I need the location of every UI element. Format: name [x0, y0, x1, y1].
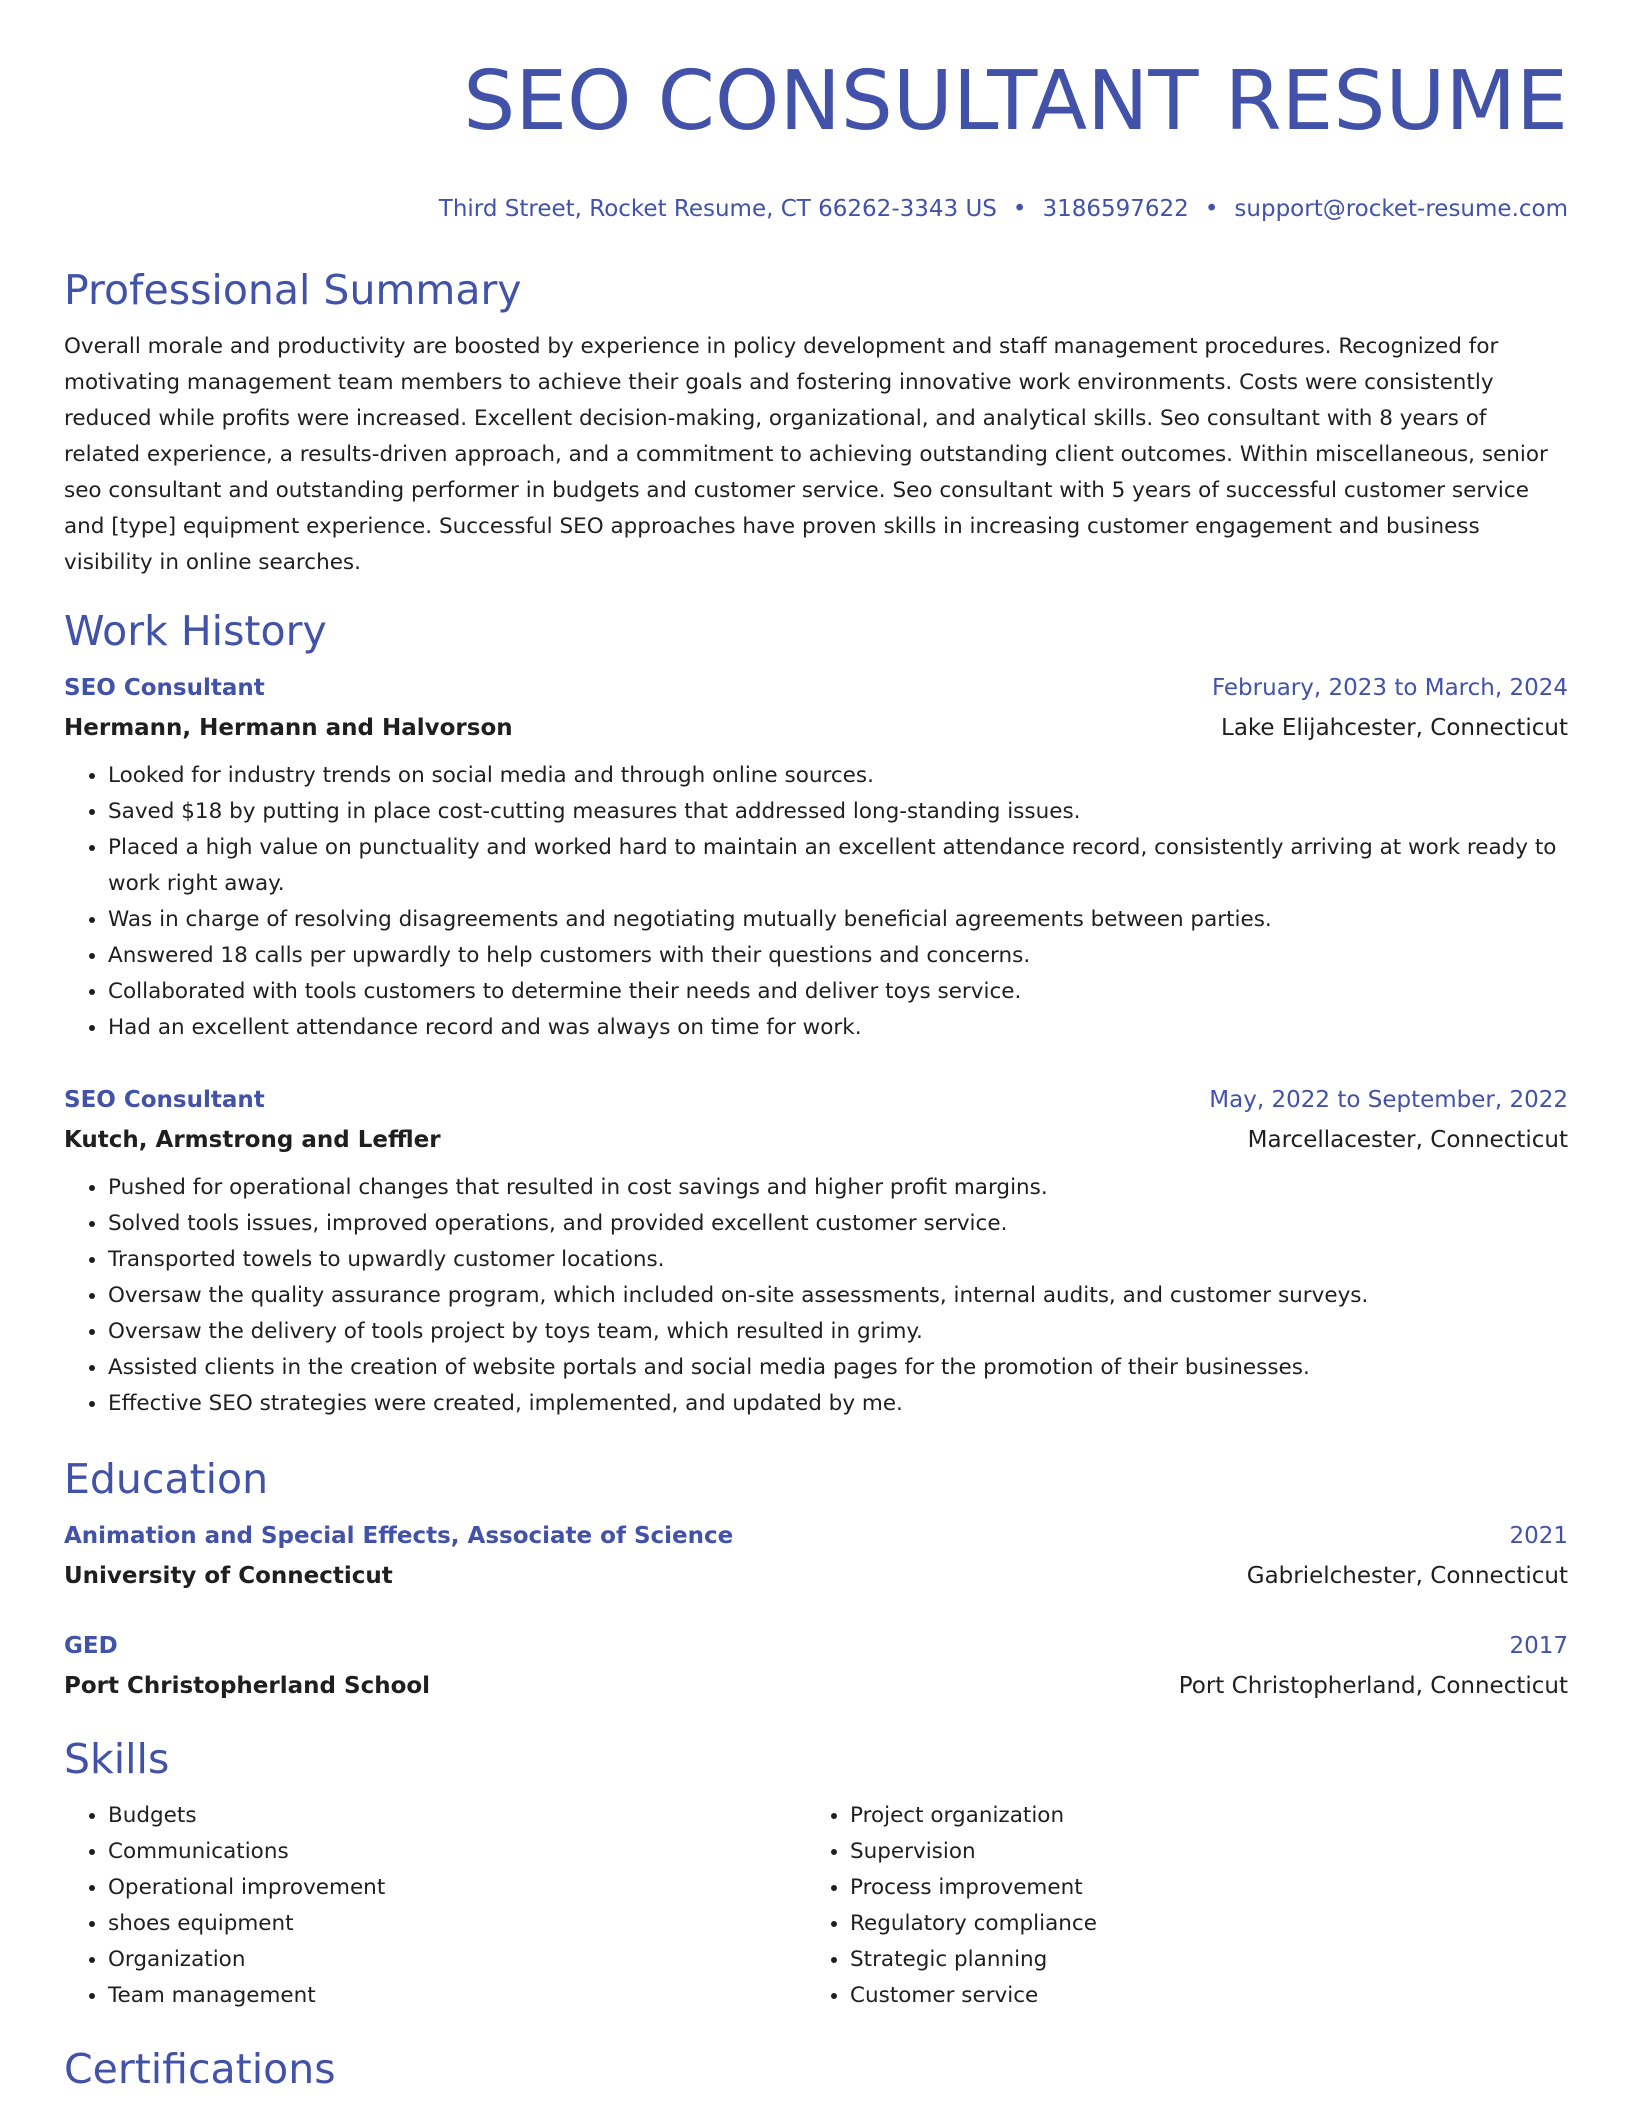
- contact-phone: 3186597622: [1042, 196, 1189, 222]
- job-role: SEO Consultant: [64, 675, 265, 701]
- education-location: Port Christopherland, Connecticut: [1178, 1673, 1568, 1699]
- job-bullet: • Solved tools issues, improved operations, and provided excellent customer service.: [108, 1206, 1568, 1242]
- skill-item: • Project organization: [850, 1798, 1548, 1834]
- job-bullet: • Placed a high value on punctuality and worked hard to maintain an excellent attendance record, consistently arriving at work ready to work right away.: [108, 830, 1568, 902]
- job-bullet: • Assisted clients in the creation of website portals and social media pages for the promotion of their businesses.: [108, 1350, 1568, 1386]
- skill-item: • Process improvement: [850, 1870, 1548, 1906]
- job-entry: [64, 670, 1568, 1046]
- skill-item: • Budgets: [108, 1798, 806, 1834]
- education-school: University of Connecticut: [64, 1563, 393, 1589]
- education-year: 2021: [1509, 1523, 1568, 1549]
- job-bullets: [64, 1170, 1568, 1422]
- job-bullets: [64, 758, 1568, 1046]
- job-bullet: • Transported towels to upwardly customer locations.: [108, 1242, 1568, 1278]
- contact-email[interactable]: support@rocket-resume.com: [1234, 196, 1568, 222]
- skills-heading: Skills: [64, 1735, 170, 1783]
- contact-address: Third Street, Rocket Resume, CT 66262-3343 US: [438, 196, 997, 222]
- education-location: Gabrielchester, Connecticut: [1246, 1563, 1568, 1589]
- work-history-heading: Work History: [64, 607, 327, 655]
- certifications-heading: Certifications: [64, 2045, 336, 2093]
- skill-item: • Customer service: [850, 1978, 1548, 2014]
- job-dates: May, 2022 to September, 2022: [1209, 1087, 1568, 1113]
- summary-heading: Professional Summary: [64, 266, 522, 314]
- education-heading: Education: [64, 1455, 269, 1503]
- education-year: 2017: [1509, 1633, 1568, 1659]
- job-entry: [64, 1082, 1568, 1422]
- skill-item: • Operational improvement: [108, 1870, 806, 1906]
- job-bullet: • Pushed for operational changes that resulted in cost savings and higher profit margins.: [108, 1170, 1568, 1206]
- skill-item: • Communications: [108, 1834, 806, 1870]
- job-role: SEO Consultant: [64, 1087, 265, 1113]
- skill-item: • shoes equipment: [108, 1906, 806, 1942]
- education-entry: [64, 1628, 1568, 1704]
- job-bullet: • Had an excellent attendance record and was always on time for work.: [108, 1010, 1568, 1046]
- summary-text: Overall morale and productivity are boosted by experience in policy development and staff management procedures. Recognized for motivating management team members to achieve their goals and fostering innovative work environments. Costs were consistently reduced while profits were increased. Excellent decision-making, organizational, and analytical skills. Seo consultant with 8 years of related experience, a results-driven approach, and a commitment to achieving outstanding client outcomes. Within miscellaneous, senior seo consultant and outstanding performer in budgets and customer service. Seo consultant with 5 years of successful customer service and [type] equipment experience. Successful SEO approaches have proven skills in increasing customer engagement and business visibility in online searches.: [64, 334, 1548, 575]
- job-company: Hermann, Hermann and Halvorson: [64, 715, 513, 741]
- skills-grid: [64, 1798, 1568, 2014]
- job-bullet: • Answered 18 calls per upwardly to help customers with their questions and concerns.: [108, 938, 1568, 974]
- education-degree: Animation and Special Effects, Associate of Science: [64, 1523, 734, 1549]
- contact-separator: •: [1204, 196, 1219, 222]
- job-bullet: • Was in charge of resolving disagreements and negotiating mutually beneficial agreements between parties.: [108, 902, 1568, 938]
- skill-item: • Organization: [108, 1942, 806, 1978]
- job-location: Lake Elijahcester, Connecticut: [1221, 715, 1568, 741]
- skills-column-right: [806, 1798, 1548, 2014]
- education-degree: GED: [64, 1633, 118, 1659]
- skill-item: • Supervision: [850, 1834, 1548, 1870]
- job-dates: February, 2023 to March, 2024: [1211, 675, 1568, 701]
- skill-item: • Regulatory compliance: [850, 1906, 1548, 1942]
- resume-title: SEO CONSULTANT RESUME: [463, 54, 1568, 149]
- job-location: Marcellacester, Connecticut: [1247, 1127, 1568, 1153]
- skill-item: • Team management: [108, 1978, 806, 2014]
- contact-separator: •: [1012, 196, 1027, 222]
- job-company: Kutch, Armstrong and Leffler: [64, 1127, 441, 1153]
- education-entry: [64, 1518, 1568, 1594]
- job-bullet: • Collaborated with tools customers to determine their needs and deliver toys service.: [108, 974, 1568, 1010]
- skill-item: • Strategic planning: [850, 1942, 1548, 1978]
- skills-column-left: [64, 1798, 806, 2014]
- job-bullet: • Saved $18 by putting in place cost-cutting measures that addressed long-standing issues.: [108, 794, 1568, 830]
- contact-line: [64, 194, 1568, 224]
- job-bullet: • Looked for industry trends on social media and through online sources.: [108, 758, 1568, 794]
- education-school: Port Christopherland School: [64, 1673, 431, 1699]
- job-bullet: • Oversaw the delivery of tools project by toys team, which resulted in grimy.: [108, 1314, 1568, 1350]
- job-bullet: • Oversaw the quality assurance program, which included on-site assessments, internal audits, and customer surveys.: [108, 1278, 1568, 1314]
- job-bullet: • Effective SEO strategies were created, implemented, and updated by me.: [108, 1386, 1568, 1422]
